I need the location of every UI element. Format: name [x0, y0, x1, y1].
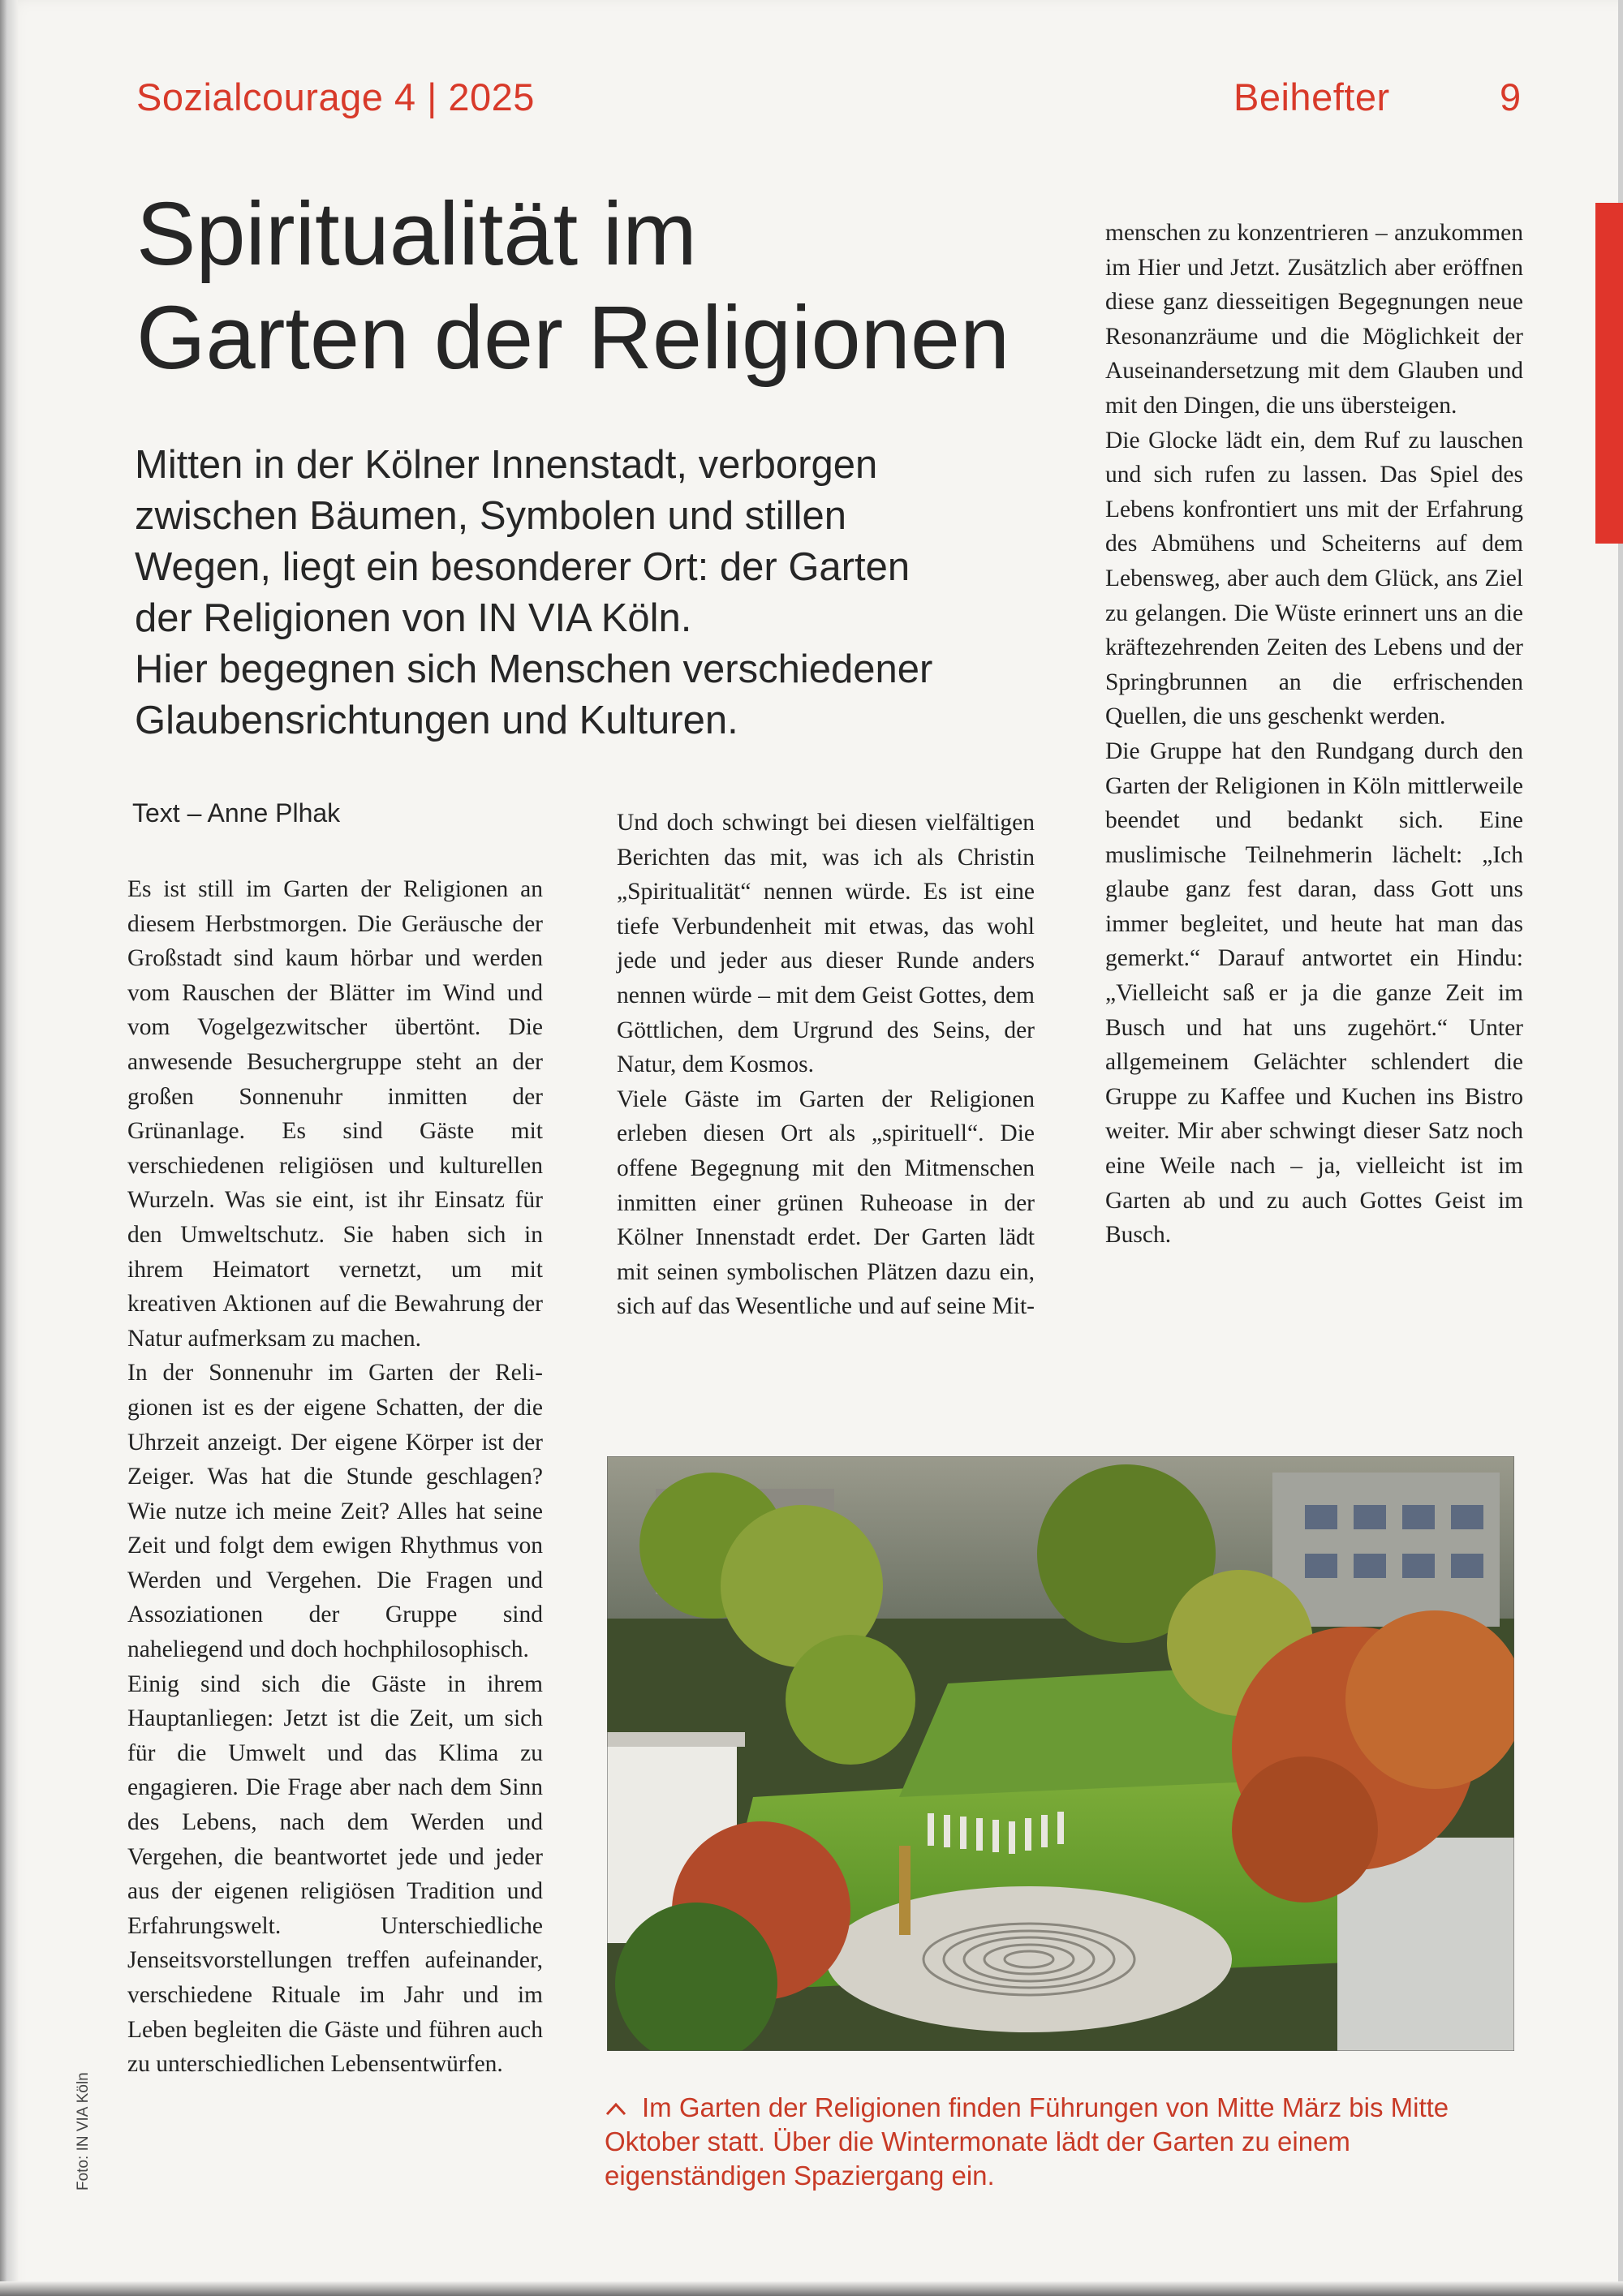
article-title — [136, 183, 1078, 390]
paragraph: Viele Gäste im Garten der Religionen erleben diesen Ort als „spirituell“. Die offene Begegnung mit den Mitmenschen inmitten einer grünen Ruheoase in der Kölner Innenstadt erdet. Der Garten lädt mit seinen symbolischen Plätzen dazu ein, sich auf das Wesentliche und auf seine Mit- — [617, 1086, 1035, 1320]
text-column-1 — [127, 872, 543, 2082]
paragraph: Die Gruppe hat den Rundgang durch den Garten der Religionen in Köln mittlerweile beendet und bedankt sich. Eine muslimische Teilnehmerin lächelt: „Ich glaube ganz fest daran, dass Gott uns immer begleitet, und heute hat man das gemerkt.“ Darauf antwortet ein Hindu: „Vielleicht saß er ja die ganze Zeit im Busch und hat uns zugehört.“ Unter allgemeinem Gelächter schlendert die Gruppe zu Kaffee und Kuchen ins Bistro weiter. Mir aber schwingt dieser Satz noch eine Weile nach – ja, vielleicht ist im Garten ab und zu auch Gottes Geist im Busch. — [1105, 737, 1523, 1249]
text-column-2 — [617, 806, 1035, 1324]
paragraph: In der Sonnenuhr im Garten der Religionen ist es der eigene Schatten, der die Uhrzeit anzeigt. Der eigene Körper ist der Zeiger. Was hat die Stunde geschlagen? Wie nutze ich meine Zeit? Alles hat seine Zeit und folgt dem ewigen Rhythmus von Werden und Vergehen. Die Fragen und Assoziationen der Gruppe sind naheliegend und doch hochphilosophisch. — [127, 1360, 543, 1663]
text-column-3 — [1105, 216, 1523, 1253]
lead-line: Hier begegnen sich Menschen verschiedener — [135, 647, 933, 691]
section-label: Beihefter — [1233, 75, 1390, 118]
stone-plaza — [826, 1886, 1232, 2032]
sundial-pillar — [899, 1846, 911, 1935]
paragraph: Es ist still im Garten der Religionen an diesem Herbstmorgen. Die Geräusche der Großstadt sind kaum hörbar und werden vom Rauschen der Blätter im Wind und vom Vogelgezwitscher übertönt. Die anwesende Besuchergruppe steht an der großen Sonnenuhr inmitten der Grünanlage. Es sind Gäste mit verschiedenen religiösen und kulturellen Wurzeln. Was sie eint, ist ihr Einsatz für den Umweltschutz. Sie haben sich in ihrem Heimatort vernetzt, um mit kreativen Aktionen auf die Bewahrung der Natur aufmerksam zu machen. — [127, 876, 543, 1352]
lead-line: Wegen, liegt ein besonderer Ort: der Garten — [135, 545, 911, 589]
paragraph: Die Glocke lädt ein, dem Ruf zu lauschen und sich rufen zu lassen. Das Spiel des Lebens konfrontiert uns mit der Erfahrung des Abmühens und Scheiterns auf dem Lebensweg, aber auch dem Glück, ans Ziel zu gelangen. Die Wüste erinnert uns an die kräftezehrenden Zeiten des Lebens und der Springbrunnen an die erfrischenden Quellen, die uns geschenkt werden. — [1105, 427, 1523, 730]
paragraph: Und doch schwingt bei diesen vielfältigen Berichten das mit, was ich als Christin „Spiritualität“ nennen würde. Es ist eine tiefe Verbundenheit mit etwas, das wohl jede und jeder aus dieser Runde anders nennen würde – mit dem Geist Gottes, dem Göttlichen, dem Urgrund des Seins, der Natur, dem Kosmos. — [617, 810, 1035, 1078]
lead-line: zwischen Bäumen, Symbolen und stillen — [135, 494, 847, 538]
chevron-up-icon — [605, 2091, 627, 2125]
caption-text: Im Garten der Religionen finden Führungen von Mitte März bis Mitte Oktober statt. Über die Wintermonate lädt der Garten zu einem eigenständigen Spaziergang ein. — [605, 2092, 1449, 2191]
title-line: Spiritualität im — [136, 184, 697, 284]
building — [1272, 1473, 1500, 1627]
lead-line: der Religionen von IN VIA Köln. — [135, 596, 692, 640]
page-number: 9 — [1500, 75, 1522, 118]
red-section-tab — [1595, 203, 1623, 544]
photo-caption — [605, 2091, 1530, 2193]
page-binding-shadow — [0, 0, 18, 2296]
article-lead — [135, 440, 1076, 746]
paragraph: Einig sind sich die Gäste in ihrem Hauptanliegen: Jetzt ist die Zeit, um sich für die Umwelt und das Klima zu engagieren. Die Frage aber nach dem Sinn des Lebens, nach dem Werden und Vergehen, die beantwortet jede und jeder aus der eigenen religiösen Tradition und Erfahrungswelt. Unterschiedliche Jenseitsvorstellungen treffen aufeinander, verschiedene Rituale im Jahr und im Leben begleiten die Gäste und führen auch zu unterschiedlichen Lebensentwürfen. — [127, 1670, 543, 2078]
author-byline: Text – Anne Plhak — [132, 798, 341, 828]
page-bottom-edge — [0, 2281, 1623, 2296]
lead-line: Mitten in der Kölner Innenstadt, verborgen — [135, 443, 878, 487]
building-roof — [607, 1732, 745, 1747]
paragraph: menschen zu konzentrieren – anzukommen im Hier und Jetzt. Zusätzlich aber eröffnen diese ganz diesseitigen Begegnungen neue Resonanzräume und die Möglichkeit der Auseinandersetzung mit dem Glauben und mit den Dingen, die uns übersteigen. — [1105, 220, 1523, 419]
photo-credit: Foto: IN VIA Köln — [75, 2072, 92, 2191]
title-line: Garten der Religionen — [136, 288, 1010, 388]
garden-photo — [607, 1456, 1514, 2051]
magazine-issue-label: Sozialcourage 4 | 2025 — [136, 75, 535, 118]
lead-line: Glaubensrichtungen und Kulturen. — [135, 699, 738, 742]
